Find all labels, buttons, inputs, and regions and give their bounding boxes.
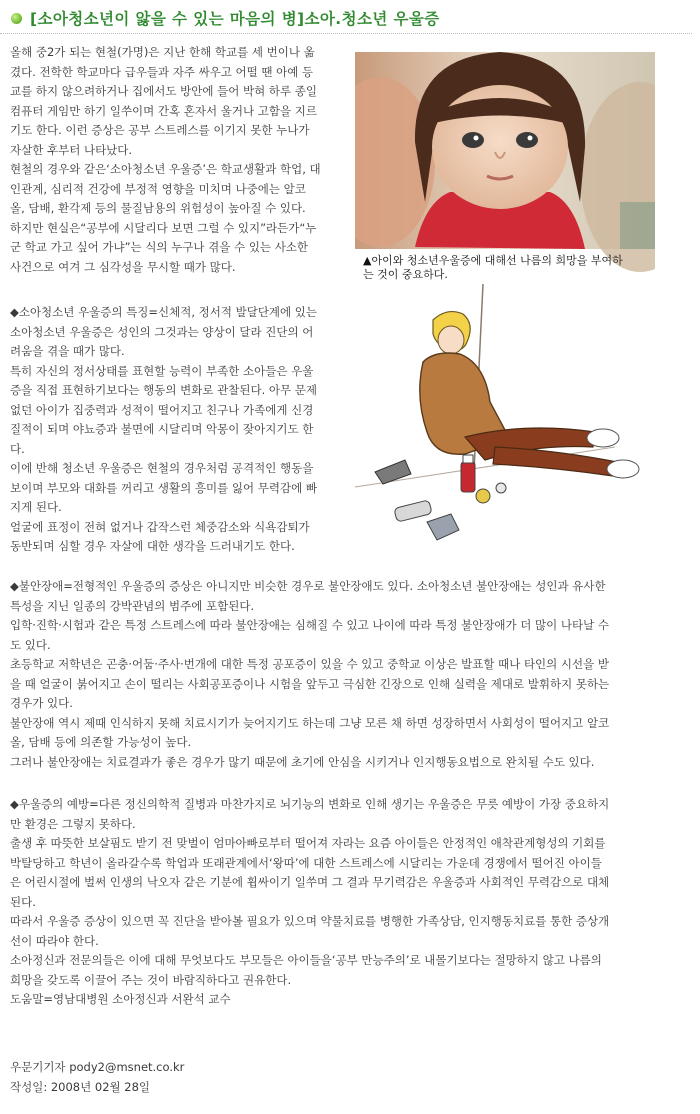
byline (10, 1058, 662, 1097)
date-line: 작성일: 2008년 02월 28일 (10, 1079, 151, 1094)
person-left-foot (587, 429, 619, 447)
person-right-foot (607, 460, 639, 478)
child-right-eye (516, 132, 538, 148)
child-photo-and-illustration (355, 52, 655, 557)
person-face (438, 326, 464, 354)
article-figure (355, 52, 655, 557)
anxiety-section (10, 577, 662, 772)
reporter-line: 우문기기자 pody2@msnet.co.kr (10, 1060, 185, 1074)
green-bullet-icon (11, 13, 22, 24)
prevention-paragraph: ◆우울증의 예방=다른 정신의학적 질병과 마찬가지로 뇌기능의 변화로 인해 생기는 우울증은 무릇 예방이 가장 중요하지 만 환경은 그렇지 못하다. 출생 후 따뜻한 보살핌도 받기 전 맞벌이 엄마아빠로부터 떨어져 자라는 요즘 아이들은 안정적인 애착관계형성의 기회를 박탈당하고 학년이 올라갈수록 학업과 또래관계에서‘왕따’에 대한 스트레스에 시달리는 가운데 경쟁에서 떨어진 아이들 은 어린시절에 벌써 인생의 낙오자 같은 기분에 휩싸이기 일쑤며 그 결과 무기력감은 우울증과 사회적인 무력감으로 대체 된다. 따라서 우울증 증상이 있으면 꼭 진단을 받아볼 필요가 있으며 약물치료를 병행한 가족상담, 인지행동치료를 통한 증상개 선이 따라야 한다. 소아정신과 전문의들은 이에 대해 무엇보다도 부모들은 아이들을‘공부 만능주의’로 내몰기보다는 절망하지 않고 나름의 희망을 갖도록 이끌어 주는 것이 바람직하다고 권유한다. 도움말=영남대병원 소아정신과 서완석 교수 (10, 797, 610, 1006)
features-paragraph: ◆소아청소년 우울증의 특징=신체적, 정서적 발달단계에 있는 소아청소년 우울증은 성인의 그것과는 양상이 달라 진단의 어 려움을 겪을 때가 많다. 특히 자신의 정서상태를 표현할 능력이 부족한 소아들은 우울 증을 직접 표현하기보다는 행동의 변화로 관찰된다. 아무 문제 없던 아이가 집중력과 성적이 떨어지고 친구나 가족에게 신경 질적이 되며 야뇨증과 불면에 시달리며 악몽이 잦아지기도 한 다. 이에 반해 청소년 우울증은 현철의 경우처럼 공격적인 행동을 보이며 부모와 대화를 꺼리고 생활의 흥미를 잃어 무력감에 빠 지게 된다. 얼굴에 표정이 전혀 없거나 갑작스런 체중감소와 식욕감퇴가 동반되며 심할 경우 자살에 대한 생각을 드러내기도 한다. (10, 305, 318, 553)
anxiety-paragraph: ◆불안장애=전형적인 우울증의 증상은 아니지만 비슷한 경우로 불안장애도 있다. 소아청소년 불안장애는 성인과 유사한 특성을 지닌 일종의 강박관념의 범주에 포함된다. 입학·진학·시험과 같은 특정 스트레스에 따라 불안장애는 심해질 수 있고 나이에 따라 특정 불안장애가 더 많이 나타날 수 도 있다. 초등학교 저학년은 곤충·어둠·주사·번개에 대한 특정 공포증이 있을 수 있고 중학교 이상은 발표할 때나 타인의 시선을 받 을 때 얼굴이 붉어지고 손이 떨리는 사회공포증이나 시험을 앞두고 극심한 긴장으로 인해 실력을 제대로 발휘하지 못하는 경우가 있다. 불안장애 역시 제때 인식하지 못해 치료시기가 늦어지기도 하는데 그냥 모른 채 하면 성장하면서 사회성이 떨어지고 알코 올, 담배 등에 의존할 가능성이 높다. 그러나 불안장애는 치료결과가 좋은 경우가 많기 때문에 초기에 안심을 시키거나 인지행동요법으로 완치될 수도 있다. (10, 579, 610, 769)
features-section (10, 303, 350, 557)
can-icon (394, 500, 432, 522)
intro-paragraph: 올해 중2가 되는 현철(가명)은 지난 한해 학교를 세 번이나 옮 겼다. 전학한 학교마다 급우들과 자주 싸우고 어떨 땐 아예 등 교를 하지 않으려하거나 집에서도 방안에 들어 박혀 하루 종일 컴퓨터 게임만 하기 일쑤이며 간혹 혼자서 울거나 고함을 지르 기도 한다. 이런 증상은 공부 스트레스를 이기지 못한 누나가 자살한 후부터 나타났다. 현철의 경우와 같은‘소아청소년 우울증’은 학교생활과 학업, 대 인관계, 심리적 건강에 부정적 영향을 미치며 나중에는 알코 올, 담배, 환각제 등의 물질남용의 위험성이 높아질 수 있다. 하지만 현실은“공부에 시달리다 보면 그럴 수 있지”라든가“누 군 학교 가고 싶어 가냐”는 식의 누구나 겪을 수 있는 사소한 사건으로 여겨 그 심각성을 무시할 때가 많다. (10, 45, 321, 274)
child-left-eye (462, 132, 484, 148)
article-title-bar (0, 0, 692, 34)
intro-section (10, 43, 350, 277)
figure-caption: ▲아이와 청소년우울증에 대해선 나름의 희망을 부여하 는 것이 중요하다. (363, 254, 623, 281)
prevention-section (10, 795, 662, 1010)
trash-icon (427, 514, 459, 540)
bottle-icon (461, 462, 475, 492)
article-title: [소아청소년이 앓을 수 있는 마음의 병]소아.청소년 우울증 (30, 10, 440, 28)
